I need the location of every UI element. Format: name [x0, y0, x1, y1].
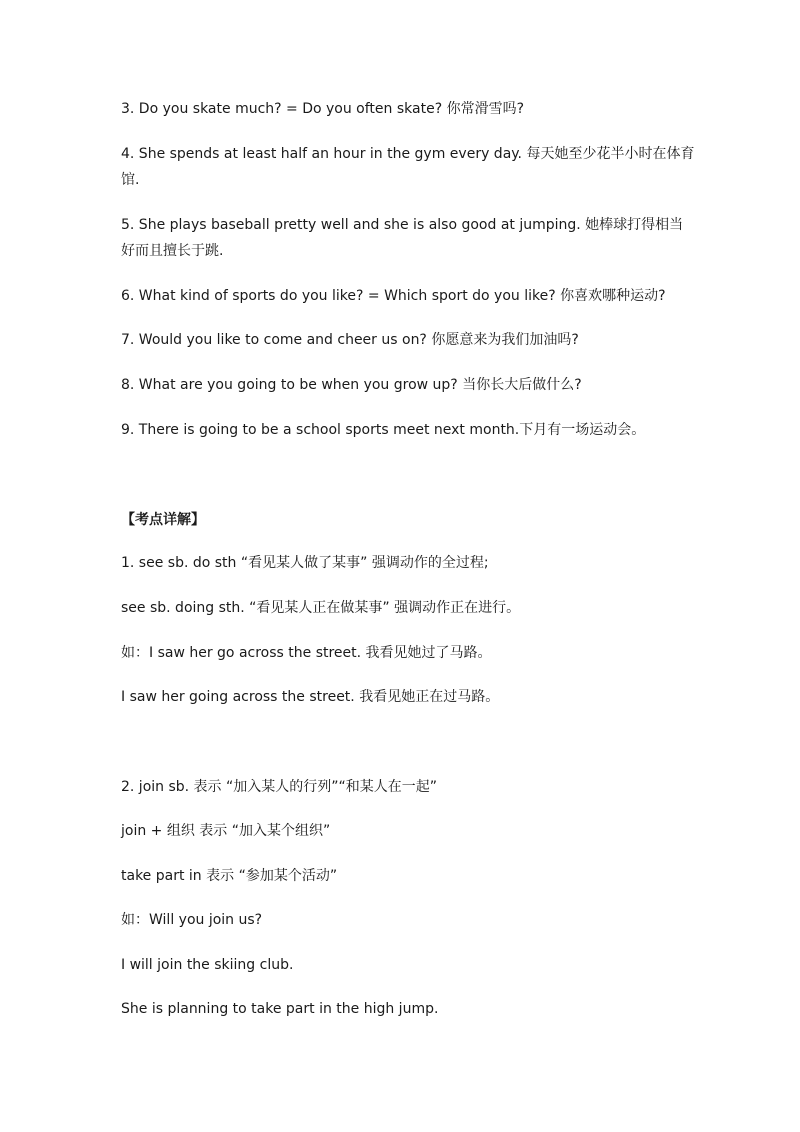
point2-line-1: 2. join sb. 表示 “加入某人的行列”“和某人在一起”	[121, 779, 438, 795]
point2-example-3: She is planning to take part in the high jump.	[121, 1001, 439, 1017]
sentence-6: 6. What kind of sports do you like? = Which sport do you like? 你喜欢哪种运动?	[121, 288, 666, 304]
point2-line-3: take part in 表示 “参加某个活动”	[121, 868, 338, 884]
point2-example-2: I will join the skiing club.	[121, 957, 294, 973]
sentence-7: 7. Would you like to come and cheer us on? 你愿意来为我们加油吗?	[121, 332, 579, 348]
section-heading: 【考点详解】	[121, 512, 205, 528]
point2-example-1: 如：Will you join us?	[121, 912, 263, 928]
point1-example-2: I saw her going across the street. 我看见她正在过马路。	[121, 689, 500, 705]
point1-line-1: 1. see sb. do sth “看见某人做了某事” 强调动作的全过程;	[121, 555, 489, 571]
sentence-4: 4. She spends at least half an hour in the gym every day. 每天她至少花半小时在体育馆.	[121, 146, 695, 188]
sentence-3: 3. Do you skate much? = Do you often skate? 你常滑雪吗?	[121, 101, 524, 117]
sentence-8: 8. What are you going to be when you grow up? 当你长大后做什么?	[121, 377, 582, 393]
sentence-5: 5. She plays baseball pretty well and she is also good at jumping. 她棒球打得相当好而且擅长于跳.	[121, 217, 684, 259]
point1-line-2: see sb. doing sth. “看见某人正在做某事” 强调动作正在进行。	[121, 600, 521, 616]
point1-example-1: 如：I saw her go across the street. 我看见她过了马路。	[121, 645, 492, 661]
point2-line-2: join + 组织 表示 “加入某个组织”	[121, 823, 331, 839]
sentence-9: 9. There is going to be a school sports meet next month.下月有一场运动会。	[121, 422, 646, 438]
